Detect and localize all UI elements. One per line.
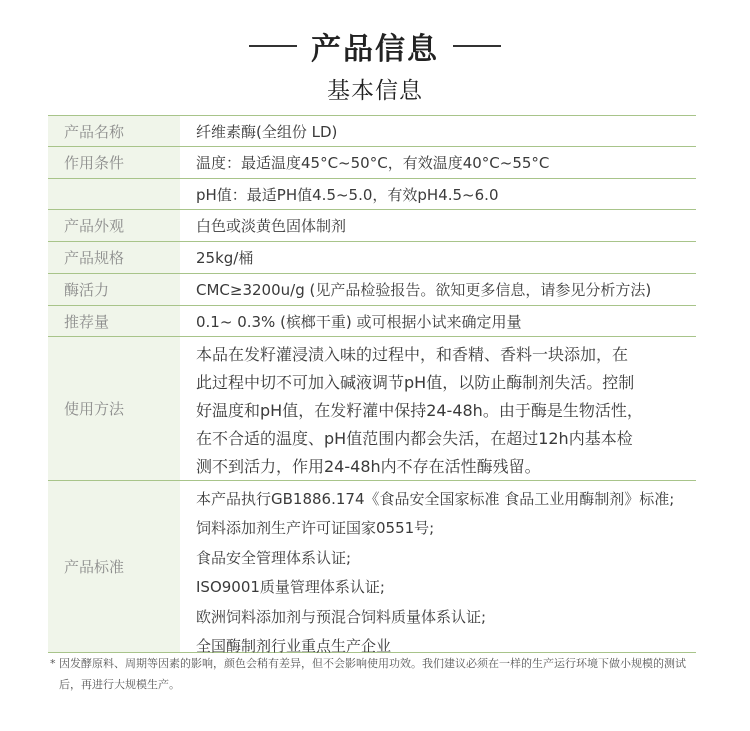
standard-line: 食品安全管理体系认证; xyxy=(196,548,352,567)
row-value: pH值：最适PH值4.5~5.0，有效pH4.5~6.0 xyxy=(196,185,499,204)
usage-line: 本品在发籽灌浸渍入味的过程中，和香精、香料一块添加，在 xyxy=(196,345,629,364)
row-label xyxy=(48,179,180,209)
footnote xyxy=(50,653,700,695)
section-subtitle: 基本信息 xyxy=(327,78,423,104)
row-value: 温度：最适温度45°C~50°C，有效温度40°C~55°C xyxy=(196,154,550,172)
row-value: CMC≥3200u/g (见产品检验报告。欲知更多信息，请参见分析方法) xyxy=(196,281,652,299)
footnote-marker: * xyxy=(50,657,56,670)
standard-line: ISO9001质量管理体系认证; xyxy=(196,578,385,597)
table-row xyxy=(48,274,696,306)
footnote-text: 因发酵原料、周期等因素的影响，颜色会稍有差异，但不会影响使用功效。我们建议必须在一样的生产运行环境下做小规模的测试后，再进行大规模生产。 xyxy=(59,657,686,691)
title-left-dash xyxy=(249,45,297,47)
standard-line: 饲料添加剂生产许可证国家0551号; xyxy=(196,519,435,538)
standard-line: 全国酶制剂行业重点生产企业 xyxy=(196,636,392,655)
usage-text xyxy=(180,337,696,480)
row-label: 产品标准 xyxy=(48,481,180,652)
title-right-dash xyxy=(453,45,501,47)
standards-text xyxy=(180,481,696,655)
page-title: 产品信息 xyxy=(311,32,439,67)
row-label: 作用条件 xyxy=(48,147,180,178)
usage-line: 在不合适的温度、pH值范围内都会失活，在超过12h内基本检 xyxy=(196,429,633,448)
table-row xyxy=(48,179,696,210)
row-value: 白色或淡黄色固体制剂 xyxy=(196,217,347,235)
table-row-standards xyxy=(48,481,696,653)
row-label: 产品外观 xyxy=(48,210,180,241)
usage-line: 好温度和pH值，在发籽灌中保持24-48h。由于酶是生物活性， xyxy=(196,401,643,420)
table-row xyxy=(48,147,696,179)
product-info-table xyxy=(48,115,696,653)
row-label: 推荐量 xyxy=(48,306,180,336)
usage-line: 此过程中切不可加入碱液调节pH值，以防止酶制剂失活。控制 xyxy=(196,373,635,392)
standard-line: 本产品执行GB1886.174《食品安全国家标准 食品工业用酶制剂》标准; xyxy=(196,490,675,508)
standard-line: 欧洲饲料添加剂与预混合饲料质量体系认证; xyxy=(196,607,487,626)
row-label: 产品名称 xyxy=(48,116,180,146)
usage-line: 测不到活力，作用24-48h内不存在活性酶残留。 xyxy=(196,457,541,476)
row-label: 使用方法 xyxy=(48,337,180,480)
row-value: 0.1~ 0.3% (槟榔干重) 或可根据小试来确定用量 xyxy=(196,312,522,331)
title-bar xyxy=(0,24,750,68)
row-value: 25kg/桶 xyxy=(196,249,254,267)
table-row xyxy=(48,210,696,242)
row-label: 产品规格 xyxy=(48,242,180,273)
table-row xyxy=(48,242,696,274)
row-value: 纤维素酶(全组份 LD) xyxy=(196,122,338,141)
table-row-usage xyxy=(48,337,696,481)
table-row xyxy=(48,116,696,147)
table-row xyxy=(48,306,696,337)
row-label: 酶活力 xyxy=(48,274,180,305)
